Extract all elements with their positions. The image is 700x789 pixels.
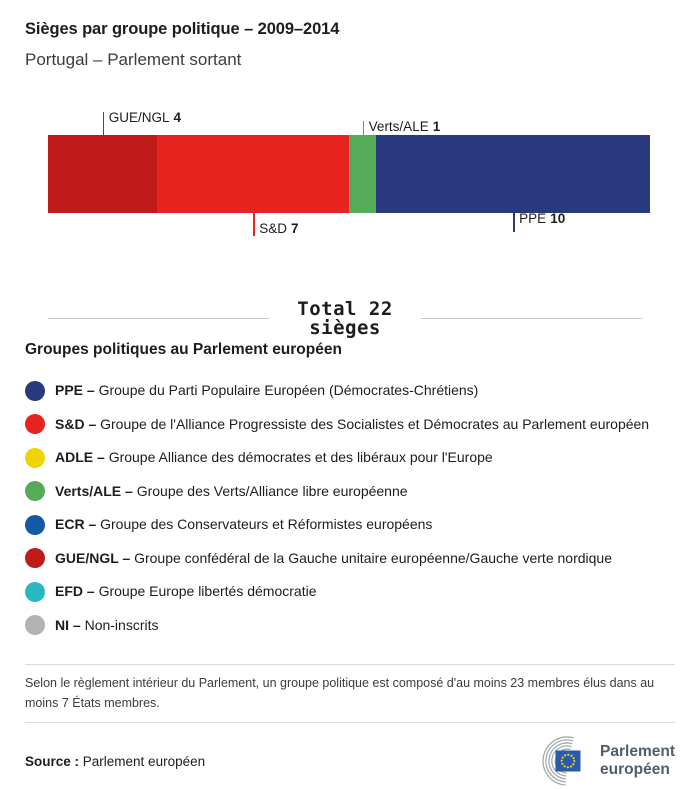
legend-item-label: EFD – Groupe Europe libertés démocratie — [55, 583, 317, 600]
callout-tick — [513, 213, 515, 232]
legend-item-label: Verts/ALE – Groupe des Verts/Alliance libre européenne — [55, 482, 408, 499]
ep-hemicycle-icon — [529, 733, 593, 789]
source-row — [25, 733, 675, 789]
rule-top — [25, 664, 675, 665]
callout-tick — [253, 213, 255, 236]
legend-heading: Groupes politiques au Parlement européen — [25, 341, 342, 358]
bar-segment-verts-ale[interactable] — [349, 135, 376, 213]
legend-dot-icon — [25, 615, 45, 635]
legend-item-verts-ale — [25, 475, 675, 509]
legend-item-label: NI – Non-inscrits — [55, 616, 159, 633]
callout-tick — [363, 121, 365, 135]
total-divider — [48, 300, 642, 337]
legend-dot-icon — [25, 381, 45, 401]
legend-item-label: S&D – Groupe de l'Alliance Progressiste des Socialistes et Démocrates au Parlement européen — [55, 415, 650, 432]
legend-dot-icon — [25, 448, 45, 468]
callout-tick — [103, 112, 105, 135]
legend-item-efd — [25, 575, 675, 609]
source-label: Source : — [25, 753, 80, 769]
callout-label: Verts/ALE 1 — [368, 119, 441, 134]
legend-list — [25, 374, 675, 642]
source-line — [25, 754, 205, 769]
seats-chart — [25, 110, 675, 270]
bar-segment-s-d[interactable] — [157, 135, 349, 213]
callout-label: S&D 7 — [259, 221, 299, 236]
legend-item-label: PPE – Groupe du Parti Populaire Européen (Démocrates-Chrétiens) — [55, 382, 479, 399]
ep-logo-line-1: Parlement — [600, 743, 675, 761]
stacked-bar — [48, 110, 650, 236]
total-seats-label — [269, 300, 421, 337]
legend-item-ppe — [25, 374, 675, 408]
legend-dot-icon — [25, 515, 45, 535]
legend-dot-icon — [25, 582, 45, 602]
legend-item-adle — [25, 441, 675, 475]
divider-line-right — [421, 318, 642, 319]
ep-logo-line-2: européen — [600, 761, 670, 778]
legend-item-label: GUE/NGL – Groupe confédéral de la Gauche unitaire européenne/Gauche verte nordique — [55, 549, 612, 566]
legend-dot-icon — [25, 548, 45, 568]
footnote-block — [25, 664, 675, 723]
legend-dot-icon — [25, 481, 45, 501]
legend-item-ecr — [25, 508, 675, 542]
bar-segment-gue-ngl[interactable] — [48, 135, 157, 213]
legend-dot-icon — [25, 414, 45, 434]
legend-item-gue-ngl — [25, 542, 675, 576]
callout-label: PPE 10 — [519, 211, 566, 226]
ep-logo-text — [600, 743, 675, 779]
total-line-2: sièges — [309, 316, 381, 339]
page-title: Sièges par groupe politique – 2009–2014 — [25, 20, 340, 38]
source-value: Parlement européen — [82, 753, 206, 769]
bar-segment-ppe[interactable] — [376, 135, 650, 213]
rule-bottom — [25, 722, 675, 723]
legend-item-label: ECR – Groupe des Conservateurs et Réformistes européens — [55, 516, 433, 533]
footnote-text: Selon le règlement intérieur du Parlement, un groupe politique est composé d'au moins 23 membres élus dans au moins 7 États membres. — [25, 676, 655, 710]
page-subtitle: Portugal – Parlement sortant — [25, 50, 242, 69]
callout-label: GUE/NGL 4 — [108, 110, 181, 125]
legend-item-label: ADLE – Groupe Alliance des démocrates et des libéraux pour l'Europe — [55, 449, 493, 466]
total-line-1: Total 22 — [297, 298, 393, 320]
divider-line-left — [48, 318, 269, 319]
legend-item-s-d — [25, 408, 675, 442]
eu-flag — [556, 751, 581, 772]
legend-item-ni — [25, 609, 675, 643]
ep-logo — [529, 733, 675, 789]
